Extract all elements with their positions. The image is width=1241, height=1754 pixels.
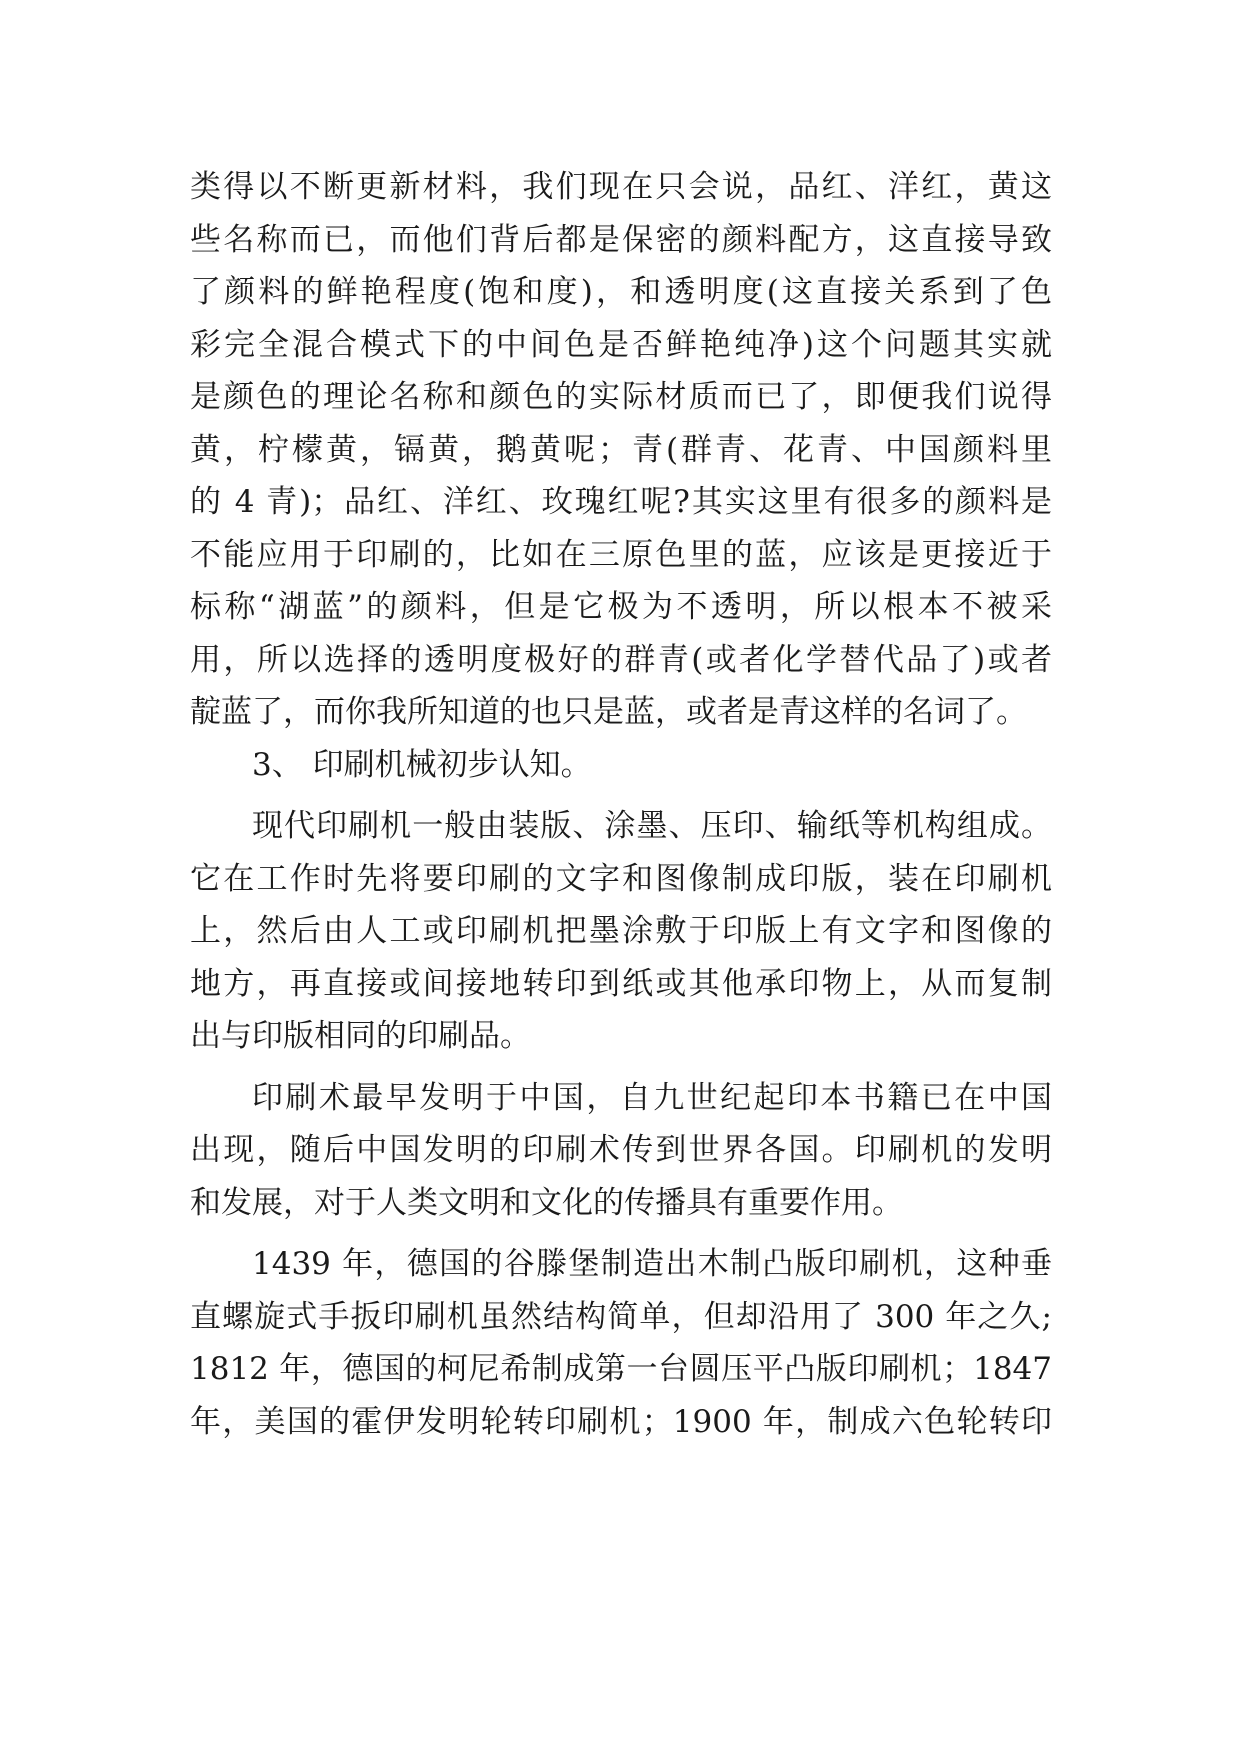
section-heading: 3、 印刷机械初步认知。 bbox=[252, 746, 592, 783]
paragraph-modern-press bbox=[190, 800, 1052, 1063]
text-line: 彩完全混合模式下的中间色是否鲜艳纯净)这个问题其实就 bbox=[190, 326, 1052, 363]
text-line: 1812 年，德国的柯尼希制成第一台圆压平凸版印刷机；1847 bbox=[190, 1351, 1052, 1387]
text-line: 类得以不断更新材料，我们现在只会说，品红、洋红，黄这 bbox=[190, 169, 1052, 205]
text-line: 和发展，对于人类文明和文化的传播具有重要作用。 bbox=[190, 1184, 903, 1221]
text-line: 是颜色的理论名称和颜色的实际材质而已了，即便我们说得 bbox=[190, 379, 1052, 415]
text-line: 些名称而已，而他们背后都是保密的颜料配方，这直接导致 bbox=[190, 221, 1052, 258]
paragraph-printing-origin bbox=[190, 1072, 1052, 1230]
text-line: 了颜料的鲜艳程度(饱和度)，和透明度(这直接关系到了色 bbox=[190, 274, 1052, 310]
text-line: 年，美国的霍伊发明轮转印刷机；1900 年，制成六色轮转印 bbox=[190, 1403, 1052, 1440]
text-line: 上，然后由人工或印刷机把墨涂敷于印版上有文字和图像的 bbox=[190, 913, 1052, 949]
paragraph-pigment-names bbox=[190, 161, 1052, 739]
text-line: 它在工作时先将要印刷的文字和图像制成印版，装在印刷机 bbox=[190, 860, 1052, 897]
text-line: 用，所以选择的透明度极好的群青(或者化学替代品了)或者 bbox=[190, 641, 1052, 678]
text-line: 的 4 青)；品红、洋红、玫瑰红呢?其实这里有很多的颜料是 bbox=[190, 484, 1052, 520]
text-line: 1439 年，德国的谷滕堡制造出木制凸版印刷机，这种垂 bbox=[252, 1246, 1052, 1282]
paragraph-press-history bbox=[190, 1238, 1052, 1448]
text-line: 标称“湖蓝”的颜料，但是它极为不透明，所以根本不被采 bbox=[190, 589, 1052, 625]
text-line: 不能应用于印刷的，比如在三原色里的蓝，应该是更接近于 bbox=[190, 536, 1052, 573]
text-line: 现代印刷机一般由装版、涂墨、压印、输纸等机构组成。 bbox=[252, 808, 1052, 844]
body-text bbox=[190, 161, 1052, 1448]
text-line: 印刷术最早发明于中国，自九世纪起印本书籍已在中国 bbox=[252, 1079, 1052, 1116]
text-line: 直螺旋式手扳印刷机虽然结构简单，但却沿用了 300 年之久; bbox=[190, 1298, 1052, 1335]
text-line: 出与印版相同的印刷品。 bbox=[190, 1018, 531, 1054]
text-line: 黄，柠檬黄，镉黄，鹅黄呢；青(群青、花青、中国颜料里 bbox=[190, 431, 1052, 468]
text-line: 地方，再直接或间接地转印到纸或其他承印物上，从而复制 bbox=[190, 965, 1052, 1002]
text-line: 靛蓝了，而你我所知道的也只是蓝，或者是青这样的名词了。 bbox=[190, 694, 1027, 730]
text-line: 出现，随后中国发明的印刷术传到世界各国。印刷机的发明 bbox=[190, 1132, 1052, 1168]
